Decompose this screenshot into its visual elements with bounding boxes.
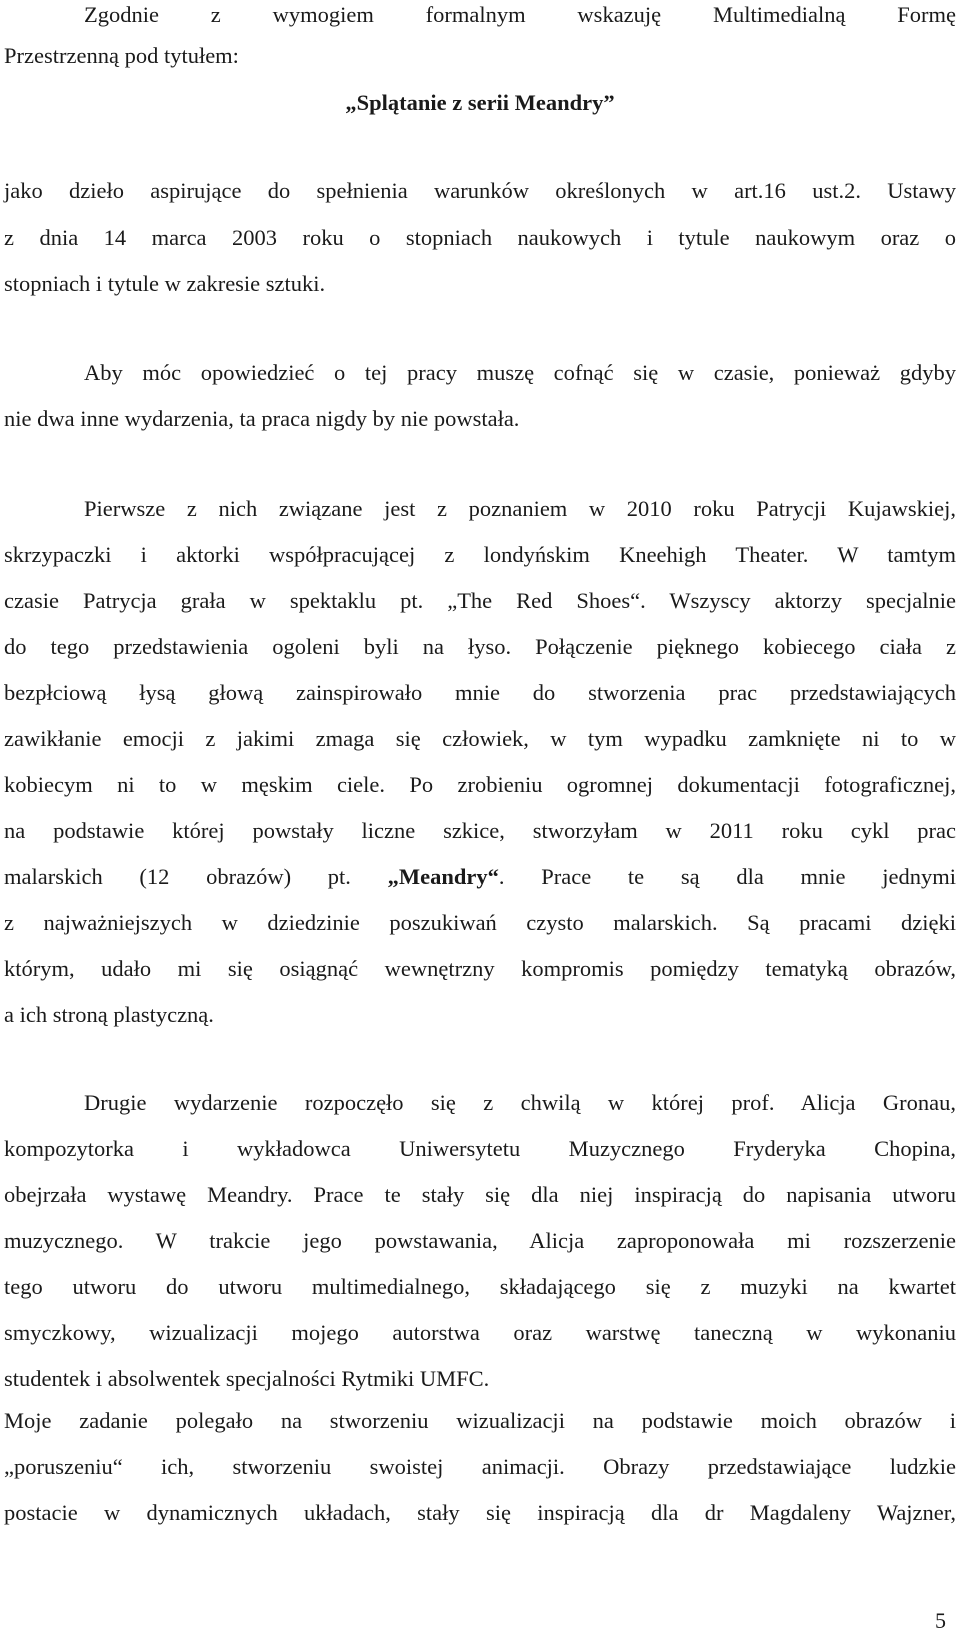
text-line: z dnia 14 marca 2003 roku o stopniach naukowych i tytule naukowym oraz o	[4, 225, 956, 250]
series-title: „Meandry“	[387, 864, 499, 889]
text-line: Przestrzenną pod tytułem:	[4, 43, 239, 68]
text-line: Aby móc opowiedzieć o tej pracy muszę cofnąć się w czasie, ponieważ gdyby	[84, 360, 956, 385]
text-line	[4, 862, 956, 892]
text-line: którym, udało mi się osiągnąć wewnętrzny kompromis pomiędzy tematyką obrazów,	[4, 956, 956, 981]
text-line: Drugie wydarzenie rozpoczęło się z chwilą w której prof. Alicja Gronau,	[84, 1090, 956, 1115]
text-line: do tego przedstawienia ogoleni byli na łyso. Połączenie pięknego kobiecego ciała z	[4, 634, 956, 659]
text-line: na podstawie której powstały liczne szkice, stworzyłam w 2011 roku cykl prac	[4, 818, 956, 843]
text-line: nie dwa inne wydarzenia, ta praca nigdy by nie powstała.	[4, 406, 520, 431]
text-line: kompozytorka i wykładowca Uniwersytetu Muzycznego Fryderyka Chopina,	[4, 1136, 956, 1161]
page-number: 5	[935, 1608, 946, 1633]
text-line: kobiecym ni to w męskim ciele. Po zrobieniu ogromnej dokumentacji fotograficznej,	[4, 772, 956, 797]
text-line: czasie Patrycja grała w spektaklu pt. „The Red Shoes“. Wszyscy aktorzy specjalnie	[4, 588, 956, 613]
text-line: stopniach i tytule w zakresie sztuki.	[4, 271, 326, 296]
text-line: smyczkowy, wizualizacji mojego autorstwa oraz warstwę taneczną w wykonaniu	[4, 1320, 956, 1345]
text-line: tego utworu do utworu multimedialnego, składającego się z muzyki na kwartet	[4, 1274, 956, 1299]
text-line: muzycznego. W trakcie jego powstawania, Alicja zaproponowała mi rozszerzenie	[4, 1228, 956, 1253]
text-segment: malarskich (12 obrazów) pt.	[4, 864, 388, 889]
text-line: a ich stroną plastyczną.	[4, 1002, 214, 1027]
text-line: bezpłciową łysą głową zainspirowało mnie do stworzenia prac przedstawiających	[4, 680, 956, 705]
text-line: obejrzała wystawę Meandry. Prace te stały się dla niej inspiracją do napisania utworu	[4, 1182, 956, 1207]
text-line: zawikłanie emocji z jakimi zmaga się człowiek, w tym wypadku zamknięte ni to w	[4, 726, 956, 751]
text-line: Moje zadanie polegało na stworzeniu wizualizacji na podstawie moich obrazów i	[4, 1408, 956, 1433]
text-line: skrzypaczki i aktorki współpracującej z londyńskim Kneehigh Theater. W tamtym	[4, 542, 956, 567]
text-line: „poruszeniu“ ich, stworzeniu swoistej animacji. Obrazy przedstawiające ludzkie	[4, 1454, 956, 1479]
text-line: z najważniejszych w dziedzinie poszukiwań czysto malarskich. Są pracami dzięki	[4, 910, 956, 935]
text-line: Zgodnie z wymogiem formalnym wskazuję Multimedialną Formę	[84, 2, 956, 27]
text-line: studentek i absolwentek specjalności Rytmiki UMFC.	[4, 1366, 490, 1391]
text-line: postacie w dynamicznych układach, stały się inspiracją dla dr Magdaleny Wajzner,	[4, 1500, 956, 1525]
series-title-text: Meandry	[398, 864, 488, 889]
text-line: jako dzieło aspirujące do spełnienia warunków określonych w art.16 ust.2. Ustawy	[4, 178, 956, 203]
document-title: „Splątanie z serii Meandry”	[345, 90, 615, 115]
text-line: Pierwsze z nich związane jest z poznaniem w 2010 roku Patrycji Kujawskiej,	[84, 496, 956, 521]
text-segment: . Prace te są dla mnie jednymi	[498, 864, 956, 889]
